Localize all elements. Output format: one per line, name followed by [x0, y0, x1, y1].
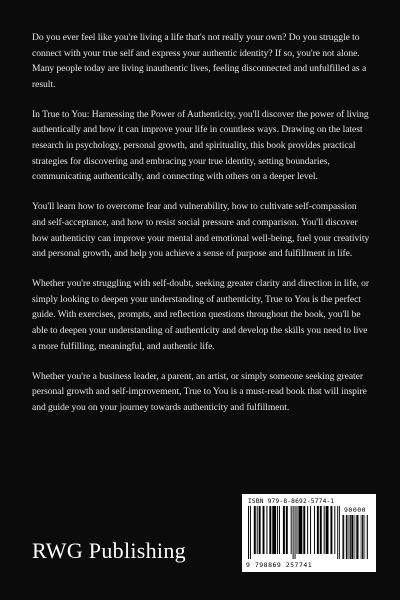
blurb-paragraph-3: You'll learn how to overcome fear and vulnerability, how to cultivate self-compassion and self-acceptance, and how to resist social pressure and comparison. You'll discover how authenticity can improve your mental and emotional well-being, fuel your creativity and personal growth, and help you achieve a sense of purpose and fulfillment in life. — [32, 201, 370, 260]
blurb — [32, 30, 372, 430]
blurb-paragraph-1: Do you ever feel like you're living a life that's not really your own? Do you struggle to connect with your true self and express your authentic identity? If so, you're not alone. Many people today are living inauthentic lives, feeling disconnected and unfulfilled as a result. — [32, 32, 367, 90]
barcode-bars — [248, 506, 340, 561]
barcode — [242, 494, 376, 572]
blurb-paragraph-5: Whether you're a business leader, a parent, an artist, or simply someone seeking greater personal growth and self-improvement, True to You is a must-read book that will inspire and guide you on your journey towards authenticity and fulfillment. — [32, 370, 367, 413]
barcode-number: 9 798869 257741 — [246, 561, 313, 569]
blurb-paragraph-2: In True to You: Harnessing the Power of Authenticity, you'll discover the power of living authentically and how it can improve your life in countless ways. Drawing on the latest research in psychology, personal growth, and spirituality, this book provides practical strategies for discovering and embracing your true identity, setting boundaries, communicating authentically, and connecting with others on a deeper level. — [32, 108, 369, 183]
blurb-paragraph-4: Whether you're struggling with self-doubt, seeking greater clarity and direction in life, or simply looking to deepen your understanding of authenticity, True to You is the perfect guide. With exercises, prompts, and reflection questions throughout the book, you'll be able to deepen your understanding of authenticity and develop the skills you need to live a more fulfilling, meaningful, and authentic life. — [32, 278, 370, 352]
barcode-addon-bars — [342, 515, 372, 561]
publisher-name: RWG Publishing — [32, 538, 186, 563]
barcode-addon-number: 90000 — [344, 506, 367, 514]
isbn-label: ISBN 979-8-8692-5774-1 — [248, 498, 335, 505]
